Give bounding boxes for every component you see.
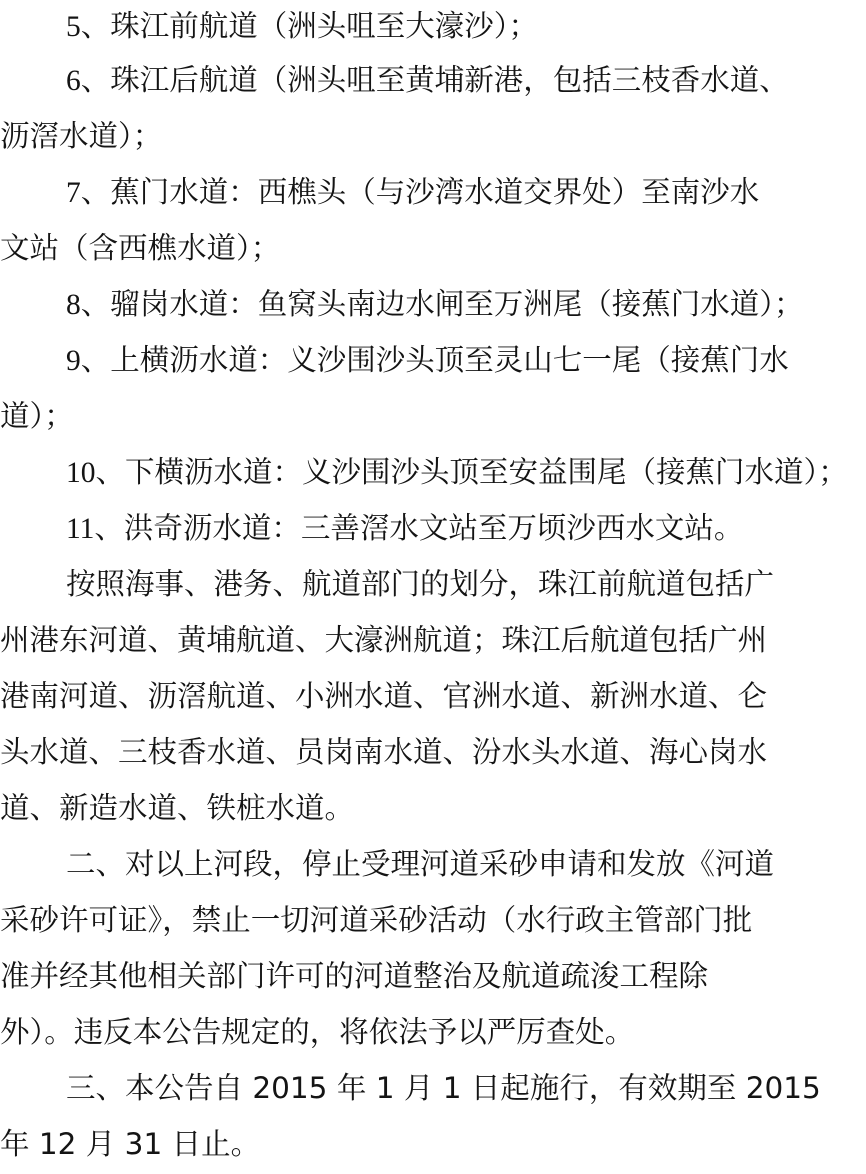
item-number: 10: [66, 457, 96, 489]
text-line: [0, 56, 866, 104]
text-line: [0, 448, 866, 496]
text-line: [0, 616, 866, 664]
item-number: 11: [66, 513, 95, 545]
line-text: 文站（含西樵水道）；: [0, 231, 281, 265]
line-text: 年 12 月 31 日止。: [0, 1127, 261, 1161]
line-text: 、下横沥水道：义沙围沙头顶至安益围尾（接蕉门水道）；: [95, 455, 848, 489]
item-number: 9: [66, 345, 81, 377]
line-text: 采砂许可证》，禁止一切河道采砂活动（水行政主管部门批: [0, 903, 753, 937]
text-line: [0, 504, 866, 552]
line-text: 港南河道、沥滘航道、小洲水道、官洲水道、新洲水道、仑: [0, 679, 768, 713]
line-text: 头水道、三枝香水道、员岗南水道、汾水头水道、海心岗水: [0, 735, 768, 769]
text-line: [0, 112, 866, 160]
line-text: 三、本公告自 2015 年 1 月 1 日起施行，有效期至 2015: [66, 1071, 821, 1105]
text-line: [0, 728, 866, 776]
text-line: [0, 2, 866, 50]
line-text: 道）；: [0, 399, 74, 433]
line-text: 二、对以上河段，停止受理河道采砂申请和发放《河道: [66, 847, 775, 881]
line-text: 准并经其他相关部门许可的河道整治及航道疏浚工程除: [0, 959, 709, 993]
text-line: [0, 896, 866, 944]
line-text: 道、新造水道、铁桩水道。: [0, 791, 355, 825]
item-number: 7: [66, 177, 81, 209]
text-line: [0, 224, 866, 272]
line-text: 、洪奇沥水道：三善滘水文站至万顷沙西水文站。: [94, 511, 744, 545]
line-text: 、珠江后航道（洲头咀至黄埔新港，包括三枝香水道、: [80, 63, 789, 97]
text-line: [0, 672, 866, 720]
text-line: [0, 560, 866, 608]
item-number: 8: [66, 289, 81, 321]
line-text: 州港东河道、黄埔航道、大濠洲航道；珠江后航道包括广州: [0, 623, 768, 657]
text-line: [0, 168, 866, 216]
text-line: [0, 1064, 866, 1112]
line-text: 、上横沥水道：义沙围沙头顶至灵山七一尾（接蕉门水: [80, 343, 789, 377]
line-text: 外）。违反本公告规定的，将依法予以严厉查处。: [0, 1015, 635, 1049]
line-text: 、骝岗水道：鱼窝头南边水闸至万洲尾（接蕉门水道）；: [80, 287, 804, 321]
text-line: [0, 840, 866, 888]
text-line: [0, 1008, 866, 1056]
line-text: 按照海事、港务、航道部门的划分，珠江前航道包括广: [66, 567, 775, 601]
line-text: 、蕉门水道：西樵头（与沙湾水道交界处）至南沙水: [80, 175, 760, 209]
text-line: [0, 952, 866, 1000]
text-line: [0, 280, 866, 328]
line-text: 沥滘水道）；: [0, 119, 163, 153]
text-line: [0, 336, 866, 384]
item-number: 5: [66, 11, 81, 43]
text-line: [0, 1120, 866, 1168]
line-text: 、珠江前航道（洲头咀至大濠沙）；: [80, 9, 539, 43]
text-line: [0, 784, 866, 832]
item-number: 6: [66, 65, 81, 97]
text-line: [0, 392, 866, 440]
